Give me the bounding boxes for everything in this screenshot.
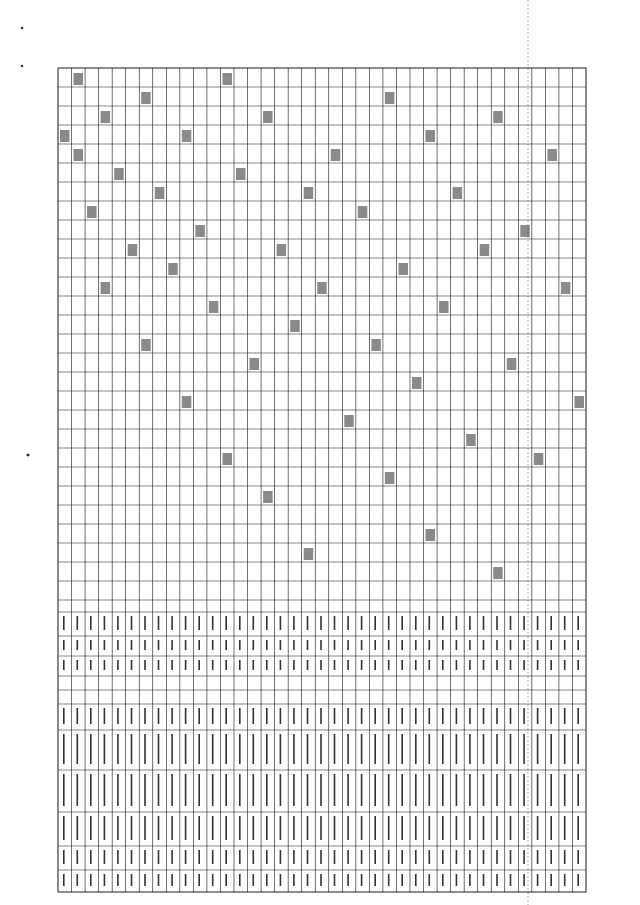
- cell-marker: [74, 73, 84, 85]
- cell-marker: [60, 130, 70, 142]
- cell-marker: [114, 168, 124, 180]
- cell-marker: [182, 396, 192, 408]
- cell-marker: [223, 453, 233, 465]
- cell-marker: [426, 130, 436, 142]
- cell-marker: [561, 282, 571, 294]
- cell-marker: [304, 548, 314, 560]
- cell-marker: [263, 111, 273, 123]
- cell-marker: [466, 434, 476, 446]
- cell-marker: [290, 320, 300, 332]
- cell-marker: [182, 130, 192, 142]
- table-row-rules: [58, 68, 586, 892]
- cell-marker: [493, 111, 503, 123]
- cell-marker: [453, 187, 463, 199]
- margin-dot-upper: [21, 65, 23, 67]
- cell-marker: [534, 453, 544, 465]
- cell-marker: [128, 244, 138, 256]
- cell-marker: [155, 187, 165, 199]
- cell-marker: [480, 244, 490, 256]
- cell-marker: [412, 377, 422, 389]
- cell-marker: [223, 73, 233, 85]
- cell-marker: [493, 567, 503, 579]
- cell-marker: [399, 263, 409, 275]
- cell-marker: [195, 225, 205, 237]
- cell-marker: [385, 92, 395, 104]
- cell-marker: [87, 206, 97, 218]
- table-column-rules: [58, 68, 586, 892]
- cell-marker: [317, 282, 327, 294]
- table-cell-markers: [60, 73, 584, 886]
- cell-marker: [358, 206, 368, 218]
- cell-marker: [331, 149, 341, 161]
- cell-marker: [250, 358, 260, 370]
- cell-marker: [426, 529, 436, 541]
- cell-marker: [101, 111, 111, 123]
- margin-dot-top: [21, 27, 23, 29]
- table-frame: [58, 68, 586, 892]
- cell-marker: [304, 187, 314, 199]
- cell-marker: [74, 149, 84, 161]
- cell-marker: [385, 472, 395, 484]
- cell-marker: [263, 491, 273, 503]
- cell-marker: [344, 415, 354, 427]
- cell-marker: [507, 358, 517, 370]
- cell-marker: [141, 339, 151, 351]
- cell-marker: [371, 339, 381, 351]
- cell-marker: [439, 301, 449, 313]
- cell-marker: [168, 263, 178, 275]
- cell-marker: [520, 225, 530, 237]
- cell-marker: [236, 168, 246, 180]
- cell-marker: [547, 149, 557, 161]
- cell-marker: [141, 92, 151, 104]
- margin-dot-middle: [27, 454, 30, 457]
- cell-marker: [101, 282, 111, 294]
- cell-marker: [209, 301, 219, 313]
- cell-marker: [575, 396, 585, 408]
- cell-marker: [277, 244, 287, 256]
